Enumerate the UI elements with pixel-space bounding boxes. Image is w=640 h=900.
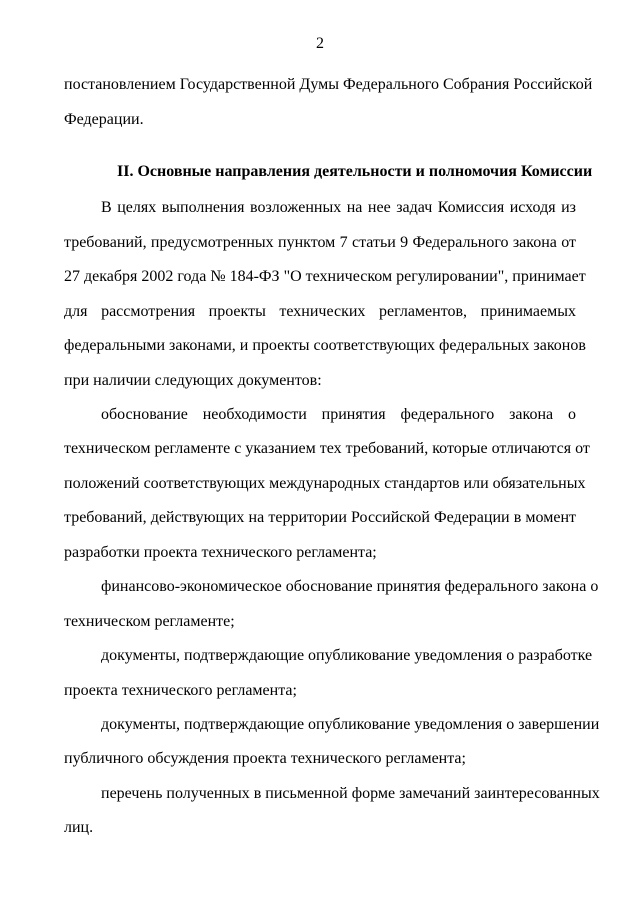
section-heading: II. Основные направления деятельности и полномочия Комиссии (117, 163, 593, 180)
para1-line-1: В целях выполнения возложенных на нее задач Комиссия исходя из (101, 199, 576, 216)
item1-line-5: разработки проекта технического регламента; (64, 544, 377, 561)
item2-line-1: финансово-экономическое обоснование принятия федерального закона о (101, 578, 599, 595)
item4-line-1: документы, подтверждающие опубликование уведомления о завершении (101, 716, 600, 733)
item1-line-4: требований, действующих на территории Российской Федерации в момент (64, 509, 576, 526)
item5-line-1: перечень полученных в письменной форме замечаний заинтересованных (101, 785, 600, 802)
item3-line-1: документы, подтверждающие опубликование уведомления о разработке (101, 647, 593, 664)
item4-line-2: публичного обсуждения проекта технического регламента; (64, 750, 466, 767)
para1-line-6: при наличии следующих документов: (64, 372, 322, 389)
item2-line-2: техническом регламенте; (64, 613, 235, 630)
para1-line-3: 27 декабря 2002 года № 184-ФЗ "О техническом регулировании", принимает (64, 268, 586, 285)
item1-line-1: обоснование необходимости принятия федерального закона о (101, 406, 576, 423)
item5-line-2: лиц. (64, 819, 94, 836)
para1-line-2: требований, предусмотренных пунктом 7 статьи 9 Федерального закона от (64, 234, 576, 251)
intro-line-2: Федерации. (64, 111, 144, 128)
para1-line-5: федеральными законами, и проекты соответствующих федеральных законов (64, 337, 586, 354)
item1-line-2: техническом регламенте с указанием тех требований, которые отличаются от (64, 440, 590, 457)
item3-line-2: проекта технического регламента; (64, 682, 297, 699)
intro-line-1: постановлением Государственной Думы Федерального Собрания Российской (64, 76, 593, 93)
page-number: 2 (316, 35, 324, 52)
para1-line-4: для рассмотрения проекты технических регламентов, принимаемых (64, 303, 576, 320)
item1-line-3: положений соответствующих международных стандартов или обязательных (64, 475, 586, 492)
